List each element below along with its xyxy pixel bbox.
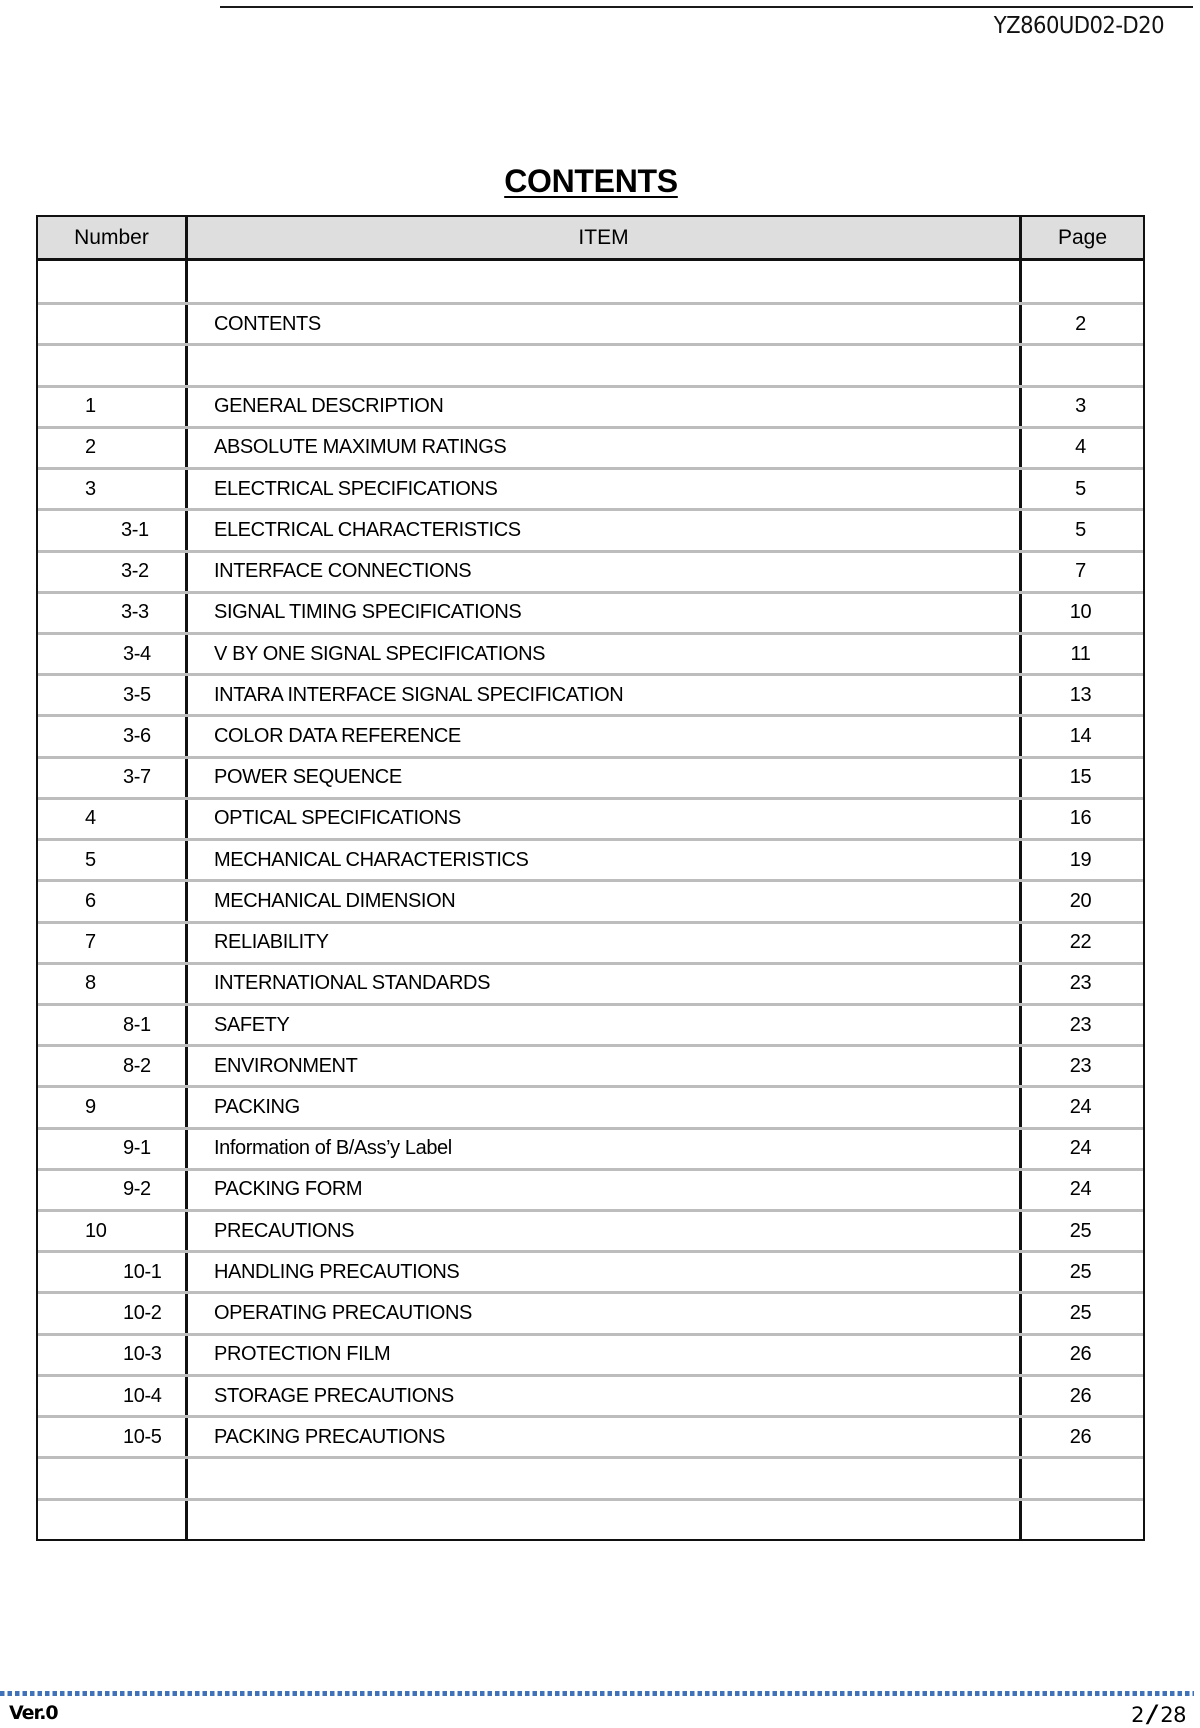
section-number (38, 1459, 188, 1497)
section-page-number: 24 (1069, 1137, 1092, 1160)
table-row (38, 879, 1143, 920)
section-number: 3-1 (38, 511, 188, 549)
section-page-number: 24 (1069, 1095, 1092, 1118)
section-page-number: 7 (1075, 560, 1086, 583)
page-title: CONTENTS (504, 163, 678, 199)
section-title[interactable]: COLOR DATA REFERENCE (188, 717, 1022, 755)
section-number: 10-4 (38, 1377, 188, 1415)
table-row (38, 426, 1143, 467)
section-title[interactable]: OPERATING PRECAUTIONS (188, 1294, 1022, 1332)
section-number: 3-6 (38, 717, 188, 755)
section-title[interactable]: PROTECTION FILM (188, 1336, 1022, 1374)
section-page-number: 23 (1069, 1013, 1092, 1036)
column-header-item: ITEM (188, 217, 1022, 258)
table-row (38, 1333, 1143, 1374)
section-number: 3-4 (38, 635, 188, 673)
table-row (38, 1456, 1143, 1497)
section-page-number: 22 (1069, 931, 1092, 954)
section-title (188, 346, 1022, 384)
section-title (188, 261, 1022, 302)
section-number: 8-1 (38, 1006, 188, 1044)
section-title[interactable]: OPTICAL SPECIFICATIONS (188, 800, 1022, 838)
section-page-number: 24 (1069, 1178, 1092, 1201)
section-number: 10-5 (38, 1418, 188, 1456)
section-page-number: 5 (1075, 477, 1086, 500)
section-page-number: 26 (1069, 1425, 1092, 1448)
section-number: 3-3 (38, 594, 188, 632)
document-id: YZ860UD02-D20 (993, 13, 1164, 39)
section-title[interactable]: V BY ONE SIGNAL SPECIFICATIONS (188, 635, 1022, 673)
section-number (38, 1501, 188, 1539)
table-row (38, 591, 1143, 632)
section-page-number: 2 (1075, 312, 1086, 335)
table-row (38, 756, 1143, 797)
section-number: 10-2 (38, 1294, 188, 1332)
section-title[interactable]: ENVIRONMENT (188, 1047, 1022, 1085)
section-title[interactable]: MECHANICAL CHARACTERISTICS (188, 841, 1022, 879)
section-page-number: 11 (1070, 642, 1091, 665)
section-title[interactable]: INTERFACE CONNECTIONS (188, 553, 1022, 591)
section-number: 3-5 (38, 676, 188, 714)
section-page-number: 26 (1069, 1343, 1092, 1366)
table-row (38, 1415, 1143, 1456)
section-number: 3 (38, 470, 188, 508)
section-page-number: 26 (1069, 1384, 1092, 1407)
table-row (38, 1044, 1143, 1085)
column-header-number: Number (38, 217, 188, 258)
section-page-number: 13 (1069, 683, 1092, 706)
section-number: 10 (38, 1212, 188, 1250)
section-title[interactable]: MECHANICAL DIMENSION (188, 882, 1022, 920)
table-row (38, 1085, 1143, 1126)
section-page-number: 23 (1069, 1054, 1092, 1077)
section-number: 8 (38, 965, 188, 1003)
table-row (38, 1498, 1143, 1539)
section-title[interactable]: SAFETY (188, 1006, 1022, 1044)
section-number: 4 (38, 800, 188, 838)
section-page-number: 25 (1069, 1260, 1092, 1283)
section-title[interactable]: GENERAL DESCRIPTION (188, 388, 1022, 426)
section-number: 6 (38, 882, 188, 920)
section-title[interactable]: STORAGE PRECAUTIONS (188, 1377, 1022, 1415)
page-indicator (1131, 1700, 1186, 1728)
version-label: Ver.0 (9, 1702, 58, 1724)
section-page-number: 10 (1069, 601, 1092, 624)
section-page-number: 14 (1069, 725, 1092, 748)
section-page-number: 25 (1069, 1302, 1092, 1325)
section-page-number: 16 (1069, 807, 1092, 830)
section-page-number: 20 (1069, 889, 1092, 912)
section-number: 10-1 (38, 1253, 188, 1291)
section-number: 8-2 (38, 1047, 188, 1085)
section-number: 3-2 (38, 553, 188, 591)
section-number: 2 (38, 429, 188, 467)
section-title[interactable]: HANDLING PRECAUTIONS (188, 1253, 1022, 1291)
section-number: 9 (38, 1088, 188, 1126)
table-row (38, 1250, 1143, 1291)
table-row (38, 508, 1143, 549)
table-row (38, 1291, 1143, 1332)
table-row (38, 673, 1143, 714)
table-row (38, 1209, 1143, 1250)
section-page-number: 3 (1075, 395, 1086, 418)
section-title[interactable]: PACKING (188, 1088, 1022, 1126)
section-title[interactable]: Information of B/Ass’y Label (188, 1130, 1022, 1168)
table-row (38, 467, 1143, 508)
page-separator: / (1148, 1700, 1157, 1728)
section-title[interactable]: ABSOLUTE MAXIMUM RATINGS (188, 429, 1022, 467)
current-page: 2 (1131, 1703, 1144, 1727)
table-row (38, 1003, 1143, 1044)
section-number: 7 (38, 924, 188, 962)
section-title[interactable]: SIGNAL TIMING SPECIFICATIONS (188, 594, 1022, 632)
section-page-number (1022, 1459, 1143, 1497)
section-title[interactable]: PACKING FORM (188, 1171, 1022, 1209)
section-title[interactable]: ELECTRICAL CHARACTERISTICS (188, 511, 1022, 549)
table-row (38, 343, 1143, 384)
total-pages: 28 (1160, 1703, 1186, 1727)
table-row (38, 921, 1143, 962)
column-header-page: Page (1057, 225, 1108, 249)
table-row (38, 714, 1143, 755)
section-page-number (1022, 1501, 1143, 1539)
table-row (38, 797, 1143, 838)
section-title[interactable]: POWER SEQUENCE (188, 759, 1022, 797)
section-page-number: 25 (1069, 1219, 1092, 1242)
table-row (38, 1374, 1143, 1415)
section-page-number (1022, 346, 1143, 384)
table-row (38, 385, 1143, 426)
section-number: 5 (38, 841, 188, 879)
section-number: 1 (38, 388, 188, 426)
section-title[interactable]: PACKING PRECAUTIONS (188, 1418, 1022, 1456)
section-title[interactable]: ELECTRICAL SPECIFICATIONS (188, 470, 1022, 508)
section-title[interactable]: INTARA INTERFACE SIGNAL SPECIFICATION (188, 676, 1022, 714)
section-page-number: 15 (1069, 766, 1092, 789)
table-row (38, 302, 1143, 343)
table-row (38, 632, 1143, 673)
section-title[interactable]: CONTENTS (188, 305, 1022, 343)
section-title[interactable]: INTERNATIONAL STANDARDS (188, 965, 1022, 1003)
contents-table (36, 215, 1145, 1541)
table-row (38, 962, 1143, 1003)
section-page-number: 5 (1075, 518, 1086, 541)
section-title (188, 1501, 1022, 1539)
table-row (38, 1168, 1143, 1209)
table-body (38, 261, 1143, 1539)
section-number: 9-2 (38, 1171, 188, 1209)
table-header (38, 217, 1143, 261)
header-rule (220, 6, 1193, 8)
section-title[interactable]: RELIABILITY (188, 924, 1022, 962)
section-page-number: 23 (1069, 972, 1092, 995)
section-title (188, 1459, 1022, 1497)
section-title[interactable]: PRECAUTIONS (188, 1212, 1022, 1250)
table-row (38, 550, 1143, 591)
section-page-number: 4 (1075, 436, 1086, 459)
table-row (38, 838, 1143, 879)
table-row (38, 1127, 1143, 1168)
section-number: 9-1 (38, 1130, 188, 1168)
table-row (38, 261, 1143, 302)
section-number (38, 346, 188, 384)
section-number: 10-3 (38, 1336, 188, 1374)
section-page-number: 19 (1069, 848, 1092, 871)
footer-dotted-rule (0, 1691, 1194, 1696)
section-number: 3-7 (38, 759, 188, 797)
section-page-number (1022, 261, 1143, 302)
section-number (38, 261, 188, 302)
section-number (38, 305, 188, 343)
